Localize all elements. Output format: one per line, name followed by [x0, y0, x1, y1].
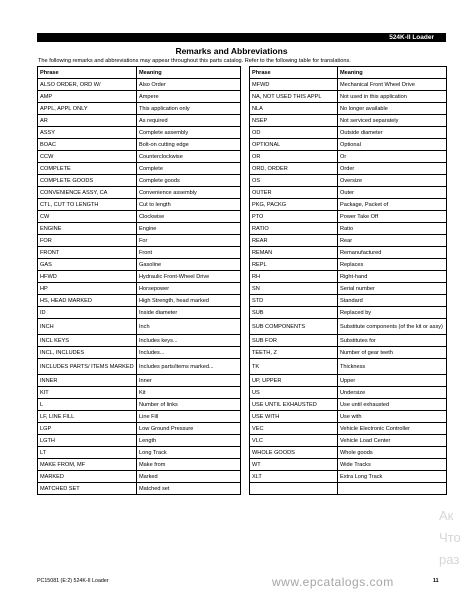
phrase-cell: PTO [250, 211, 338, 223]
phrase-cell: INCL KEYS [38, 335, 137, 347]
column-separator [241, 247, 250, 259]
page-number: 11 [433, 578, 439, 584]
meaning-cell: Vehicle Electronic Controller [338, 423, 447, 435]
column-header: Meaning [338, 67, 447, 79]
phrase-cell: VLC [250, 435, 338, 447]
column-separator [241, 471, 250, 483]
phrase-cell: NLA [250, 103, 338, 115]
meaning-cell: Vehicle Load Center [338, 435, 447, 447]
phrase-cell: OPTIONAL [250, 139, 338, 151]
phrase-cell: HFWD [38, 271, 137, 283]
meaning-cell: Front [137, 247, 241, 259]
phrase-cell: LF, LINE FILL [38, 411, 137, 423]
phrase-cell: UP, UPPER [250, 375, 338, 387]
column-separator [241, 259, 250, 271]
meaning-cell: Thickness [338, 359, 447, 375]
table-row [38, 435, 447, 447]
meaning-cell: Substitute components (of the kit or assy) [338, 319, 447, 335]
table-row [38, 115, 447, 127]
meaning-cell: Undersize [338, 387, 447, 399]
table-row [38, 79, 447, 91]
meaning-cell: High Strength, head marked [137, 295, 241, 307]
table-row [38, 359, 447, 375]
phrase-cell: HP [38, 283, 137, 295]
meaning-cell: Inner [137, 375, 241, 387]
remarks-table [37, 66, 447, 495]
table-row [38, 319, 447, 335]
meaning-cell: Package, Packet of [338, 199, 447, 211]
column-separator [241, 271, 250, 283]
watermark-url: www.epcatalogs.com [272, 575, 394, 589]
table-row [38, 483, 447, 495]
meaning-cell: Inside diameter [137, 307, 241, 319]
column-separator [241, 211, 250, 223]
phrase-cell: VEC [250, 423, 338, 435]
phrase-cell: ORD, ORDER [250, 163, 338, 175]
column-separator [241, 67, 250, 79]
meaning-cell: Length [137, 435, 241, 447]
meaning-cell: Counterclockwise [137, 151, 241, 163]
ghost-text: Ак [439, 508, 454, 523]
footer-doc-id: PC15081 (E:2) 524K-II Loader [37, 578, 109, 584]
meaning-cell: Also Order [137, 79, 241, 91]
phrase-cell: XLT [250, 471, 338, 483]
column-separator [241, 359, 250, 375]
table-row [38, 103, 447, 115]
meaning-cell: Make from [137, 459, 241, 471]
column-separator [241, 103, 250, 115]
meaning-cell: Includes... [137, 347, 241, 359]
column-separator [241, 307, 250, 319]
meaning-cell: Kit [137, 387, 241, 399]
meaning-cell: Complete assembly [137, 127, 241, 139]
meaning-cell: Or [338, 151, 447, 163]
column-separator [241, 235, 250, 247]
phrase-cell: LGP [38, 423, 137, 435]
table-row [38, 335, 447, 347]
table-row [38, 151, 447, 163]
column-separator [241, 435, 250, 447]
phrase-cell: MARKED [38, 471, 137, 483]
phrase-cell: INCL, INCLUDES [38, 347, 137, 359]
column-separator [241, 115, 250, 127]
phrase-cell: COMPLETE [38, 163, 137, 175]
page-title: Remarks and Abbreviations [175, 46, 288, 56]
column-separator [241, 91, 250, 103]
phrase-cell: NSEP [250, 115, 338, 127]
phrase-cell: RATIO [250, 223, 338, 235]
table-row [38, 247, 447, 259]
table-row [38, 411, 447, 423]
phrase-cell: FRONT [38, 247, 137, 259]
phrase-cell: SUB FOR [250, 335, 338, 347]
meaning-cell: Low Ground Pressure [137, 423, 241, 435]
phrase-cell: GAS [38, 259, 137, 271]
table-row [38, 163, 447, 175]
table-row [38, 307, 447, 319]
table-row [38, 175, 447, 187]
table-row [38, 259, 447, 271]
column-separator [241, 223, 250, 235]
meaning-cell: Right-hand [338, 271, 447, 283]
phrase-cell: BOAC [38, 139, 137, 151]
meaning-cell: Inch [137, 319, 241, 335]
phrase-cell: HS, HEAD MARKED [38, 295, 137, 307]
meaning-cell: Includes keys... [137, 335, 241, 347]
meaning-cell: Complete goods [137, 175, 241, 187]
column-separator [241, 127, 250, 139]
table-row [38, 187, 447, 199]
table-row [38, 347, 447, 359]
meaning-cell: Rear [338, 235, 447, 247]
table-row [38, 423, 447, 435]
meaning-cell: Use with [338, 411, 447, 423]
table-row [38, 127, 447, 139]
table-row [38, 139, 447, 151]
phrase-cell: LGTH [38, 435, 137, 447]
column-separator [241, 187, 250, 199]
column-separator [241, 447, 250, 459]
phrase-cell: SUB COMPONENTS [250, 319, 338, 335]
phrase-cell: AMP [38, 91, 137, 103]
phrase-cell: REAR [250, 235, 338, 247]
column-separator [241, 175, 250, 187]
meaning-cell: Not used in this application [338, 91, 447, 103]
phrase-cell: WHOLE GOODS [250, 447, 338, 459]
phrase-cell: CONVENIENCE ASSY, CA [38, 187, 137, 199]
phrase-cell: ID [38, 307, 137, 319]
table-row [38, 271, 447, 283]
meaning-cell: Replaces [338, 259, 447, 271]
meaning-cell: Remanufactured [338, 247, 447, 259]
header-bar [37, 33, 446, 42]
phrase-cell: FOR [38, 235, 137, 247]
phrase-cell: CW [38, 211, 137, 223]
phrase-cell: APPL, APPL ONLY [38, 103, 137, 115]
phrase-cell: LT [38, 447, 137, 459]
phrase-cell: STD [250, 295, 338, 307]
column-separator [241, 411, 250, 423]
meaning-cell: Hydraulic Front-Wheel Drive [137, 271, 241, 283]
meaning-cell: As required [137, 115, 241, 127]
phrase-cell: AR [38, 115, 137, 127]
phrase-cell: INNER [38, 375, 137, 387]
phrase-cell: KIT [38, 387, 137, 399]
meaning-cell: Outer [338, 187, 447, 199]
column-separator [241, 483, 250, 495]
phrase-cell: MATCHED SET [38, 483, 137, 495]
meaning-cell: Upper [338, 375, 447, 387]
column-separator [241, 399, 250, 411]
meaning-cell: Number of gear teeth [338, 347, 447, 359]
table-row [38, 447, 447, 459]
table-row [38, 223, 447, 235]
meaning-cell: Mechanical Front Wheel Drive [338, 79, 447, 91]
meaning-cell: Convenience assembly [137, 187, 241, 199]
phrase-cell: ALSO ORDER, ORD W/ [38, 79, 137, 91]
meaning-cell: Matched set [137, 483, 241, 495]
phrase-cell: MFWD [250, 79, 338, 91]
table-header-row [38, 67, 447, 79]
meaning-cell: Optional [338, 139, 447, 151]
meaning-cell: Extra Long Track [338, 471, 447, 483]
phrase-cell: SUB [250, 307, 338, 319]
meaning-cell: Outside diameter [338, 127, 447, 139]
phrase-cell: CCW [38, 151, 137, 163]
meaning-cell: Line Fill [137, 411, 241, 423]
meaning-cell: Serial number [338, 283, 447, 295]
meaning-cell: Horsepower [137, 283, 241, 295]
column-separator [241, 151, 250, 163]
column-header: Phrase [38, 67, 137, 79]
table-row [38, 459, 447, 471]
header-model: 524K-II Loader [389, 34, 434, 41]
meaning-cell: Whole goods [338, 447, 447, 459]
column-separator [241, 79, 250, 91]
phrase-cell: USE WITH [250, 411, 338, 423]
meaning-cell: Cut to length [137, 199, 241, 211]
meaning-cell: Oversize [338, 175, 447, 187]
meaning-cell: Bolt-on cutting edge [137, 139, 241, 151]
meaning-cell: Replaced by [338, 307, 447, 319]
phrase-cell [250, 483, 338, 495]
meaning-cell: This application only [137, 103, 241, 115]
column-separator [241, 319, 250, 335]
column-separator [241, 459, 250, 471]
meaning-cell: Substitutes for [338, 335, 447, 347]
table-row [38, 211, 447, 223]
phrase-cell: RH [250, 271, 338, 283]
meaning-cell: Engine [137, 223, 241, 235]
ghost-text: Что [439, 530, 461, 545]
phrase-cell: REPL [250, 259, 338, 271]
table-row [38, 387, 447, 399]
column-separator [241, 163, 250, 175]
column-separator [241, 283, 250, 295]
table-row [38, 399, 447, 411]
phrase-cell: CTL, CUT TO LENGTH [38, 199, 137, 211]
phrase-cell: OS [250, 175, 338, 187]
column-separator [241, 199, 250, 211]
meaning-cell: Clockwise [137, 211, 241, 223]
meaning-cell: Gasoline [137, 259, 241, 271]
column-header: Meaning [137, 67, 241, 79]
meaning-cell: Ratio [338, 223, 447, 235]
phrase-cell: TEETH, Z [250, 347, 338, 359]
phrase-cell: COMPLETE GOODS [38, 175, 137, 187]
meaning-cell: Power Take Off [338, 211, 447, 223]
meaning-cell: Use until exhausted [338, 399, 447, 411]
ghost-text: раз [439, 552, 460, 567]
phrase-cell: OD [250, 127, 338, 139]
phrase-cell: US [250, 387, 338, 399]
meaning-cell: Standard [338, 295, 447, 307]
meaning-cell: Marked [137, 471, 241, 483]
table-row [38, 235, 447, 247]
column-separator [241, 295, 250, 307]
column-separator [241, 347, 250, 359]
phrase-cell: WT [250, 459, 338, 471]
intro-text: The following remarks and abbreviations may appear throughout this parts catalog. Refer to the following table for translations. [38, 58, 351, 64]
phrase-cell: INCH [38, 319, 137, 335]
meaning-cell: Complete [137, 163, 241, 175]
column-separator [241, 423, 250, 435]
phrase-cell: ASSY [38, 127, 137, 139]
column-separator [241, 139, 250, 151]
table-row [38, 471, 447, 483]
table-row [38, 295, 447, 307]
meaning-cell [338, 483, 447, 495]
phrase-cell: INCLUDES PARTS/ ITEMS MARKED [38, 359, 137, 375]
meaning-cell: Not serviced separately [338, 115, 447, 127]
phrase-cell: PKG, PACKG [250, 199, 338, 211]
phrase-cell: TK [250, 359, 338, 375]
meaning-cell: Number of links [137, 399, 241, 411]
table-body [38, 79, 447, 495]
table-row [38, 283, 447, 295]
phrase-cell: L [38, 399, 137, 411]
phrase-cell: USE UNTIL EXHAUSTED [250, 399, 338, 411]
meaning-cell: No longer available [338, 103, 447, 115]
phrase-cell: ENGINE [38, 223, 137, 235]
meaning-cell: Wide Tracks [338, 459, 447, 471]
column-header: Phrase [250, 67, 338, 79]
column-separator [241, 335, 250, 347]
meaning-cell: Long Track [137, 447, 241, 459]
column-separator [241, 375, 250, 387]
table-row [38, 375, 447, 387]
phrase-cell: SN [250, 283, 338, 295]
table-row [38, 91, 447, 103]
phrase-cell: OUTER [250, 187, 338, 199]
phrase-cell: REMAN [250, 247, 338, 259]
table-row [38, 199, 447, 211]
meaning-cell: For [137, 235, 241, 247]
meaning-cell: Order [338, 163, 447, 175]
phrase-cell: OR [250, 151, 338, 163]
phrase-cell: NA, NOT USED THIS APPL [250, 91, 338, 103]
phrase-cell: MAKE FROM, MF [38, 459, 137, 471]
meaning-cell: Includes parts/items marked... [137, 359, 241, 375]
column-separator [241, 387, 250, 399]
meaning-cell: Ampere [137, 91, 241, 103]
